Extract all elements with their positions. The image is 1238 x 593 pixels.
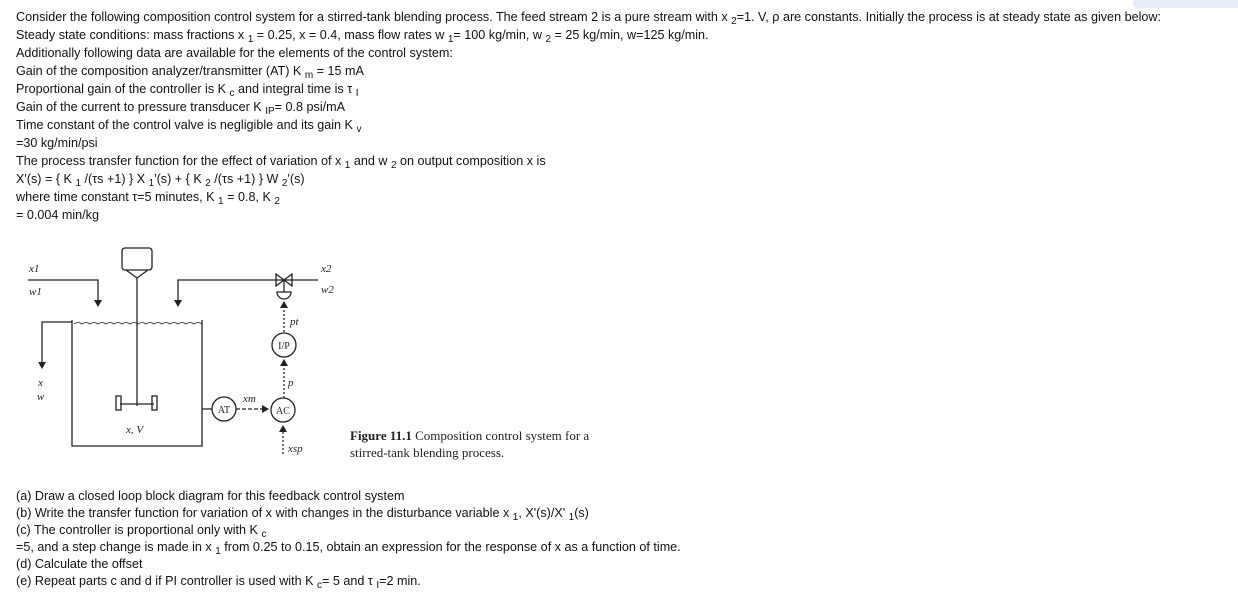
additional-data-line: Additionally following data are available for the elements of the control system: (16, 46, 453, 60)
w2-label: w2 (321, 284, 334, 296)
control-valve (276, 274, 292, 299)
w1-label: w1 (29, 286, 42, 298)
liquid-level (74, 323, 202, 325)
feed-2-line (178, 280, 318, 306)
question-a: (a) Draw a closed loop block diagram for this feedback control system (16, 489, 405, 503)
steady-state-line: Steady state conditions: mass fractions x $_1$ = 0.25, x = 0.4, mass flow rates w $_1$= 100 kg/min, w $_2$ = 25 kg/min, w=125 kg/min. (16, 28, 709, 45)
pt-label: pt (290, 316, 299, 328)
transducer-gain-line: Gain of the current to pressure transducer K $_{IP}$= 0.8 psi/mA (16, 100, 346, 117)
outlet-w-label: w (37, 391, 45, 403)
xsp-label: xsp (288, 443, 303, 455)
at-label: AT (217, 405, 231, 416)
k2-value-line: = 0.004 min/kg (16, 208, 99, 222)
equation-line: X'(s) = { K $_1$ /(τs +1) } X $_1$'(s) + { K $_2$ /(τs +1) } W $_2$'(s) (16, 172, 305, 189)
tank-label: x, V (126, 424, 144, 436)
xm-label: xm (243, 393, 256, 405)
analyzer-gain-line: Gain of the composition analyzer/transmitter (AT) K $_m$ = 15 mA (16, 64, 364, 81)
p-label: p (288, 377, 294, 389)
figure-caption: Figure 11.1 Composition control system for a stirred-tank blending process. (350, 428, 590, 460)
question-d: (d) Calculate the offset (16, 557, 143, 571)
motor (122, 248, 152, 270)
time-constant-line: where time constant τ=5 minutes, K $_1$ = 0.8, K $_2$ (16, 190, 280, 207)
outlet-line (42, 322, 72, 368)
corner-tab (1133, 0, 1238, 8)
x2-label: x2 (321, 263, 332, 275)
question-e: (e) Repeat parts c and d if PI controller is used with K $_c$= 5 and τ $_I$=2 min. (16, 574, 421, 591)
ip-label: I/P (278, 341, 290, 352)
x1-label: x1 (29, 263, 40, 275)
question-c: (c) The controller is proportional only with K $_c$ (16, 523, 267, 540)
transfer-function-line: The process transfer function for the effect of variation of x $_1$ and w $_2$ on output composition x is (16, 154, 546, 171)
controller-gain-line: Proportional gain of the controller is K $_c$ and integral time is τ $_I$ (16, 82, 359, 99)
outlet-x-label: x (38, 377, 43, 389)
intro-line-1: Consider the following composition control system for a stirred-tank blending process. The feed stream 2 is a pure stream with x $_2$=1. V, ρ are constants. Initially the process is at steady state as given below: (16, 10, 1161, 27)
question-list (16, 488, 1231, 590)
problem-statement (16, 8, 1231, 224)
valve-gain-line: Time constant of the control valve is negligible and its gain K $_v$ (16, 118, 362, 135)
ac-label: AC (276, 406, 290, 417)
question-c-continued: =5, and a step change is made in x $_1$ from 0.25 to 0.15, obtain an expression for the response of x as a function of time. (16, 540, 681, 557)
question-b: (b) Write the transfer function for variation of x with changes in the disturbance variable x $_1$, X'(s)/X' $_1$(s) (16, 506, 589, 523)
valve-gain-value: =30 kg/min/psi (16, 136, 98, 150)
